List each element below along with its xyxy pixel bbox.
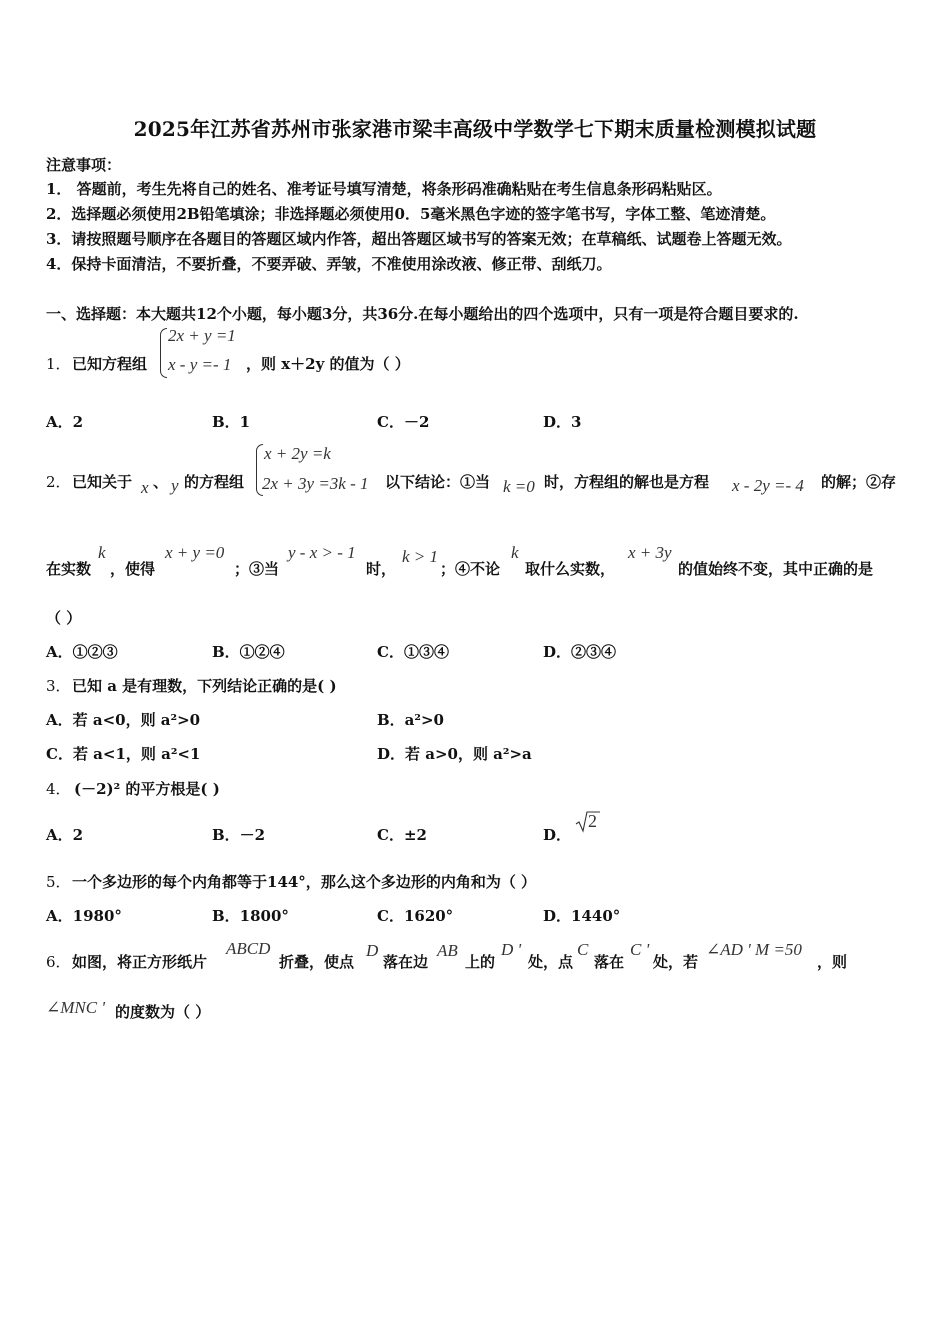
option-d[interactable]: D．1440°	[543, 907, 621, 925]
option-c[interactable]: C．若 a<1，则 a²<1	[46, 745, 201, 763]
math-var: D	[366, 941, 379, 960]
question-number: 3．	[46, 677, 71, 695]
math-expr: y - x > - 1	[288, 543, 356, 562]
question-text: 折叠，使点	[279, 953, 355, 971]
question-text: 已知 a 是有理数，下列结论正确的是( )	[72, 677, 337, 695]
math-expr: ∠AD ' M =50	[706, 940, 802, 959]
math-expr: x - 2y =- 4	[732, 476, 804, 495]
question-text: 处，若	[653, 953, 699, 971]
question-text: 如图，将正方形纸片	[72, 953, 208, 971]
math-expr: ∠MNC '	[46, 998, 105, 1017]
math-expr: ABCD	[226, 939, 271, 958]
option-c[interactable]: C．－2	[377, 413, 430, 431]
question-number: 6．	[46, 953, 71, 971]
equation: x - y =- 1	[168, 355, 232, 374]
question-text: 一个多边形的每个内角都等于144°，那么这个多边形的内角和为（ ）	[72, 873, 537, 891]
question-text: 、	[153, 473, 169, 491]
question-text: 以下结论：①当	[385, 473, 491, 491]
section-heading: 一、选择题：本大题共12个小题，每小题3分，共36分.在每小题给出的四个选项中，只有一项是符合题目要求的.	[46, 305, 799, 323]
question-text: 在实数	[46, 560, 92, 578]
question-text: ；③当	[234, 560, 280, 578]
option-b[interactable]: B．1	[212, 413, 251, 431]
math-expr: x + y =0	[165, 543, 225, 562]
question-text: 的解；②存	[821, 473, 897, 491]
question-text: 取什么实数，	[525, 560, 616, 578]
question-text: (－2)² 的平方根是( )	[74, 780, 220, 798]
question-number: 1．	[46, 355, 71, 373]
math-expr: k > 1	[402, 547, 439, 566]
question-text: 时，	[366, 560, 397, 578]
notice-item: 1． 答题前，考生先将自己的姓名、准考证号填写清楚，将条形码准确粘贴在考生信息条形码粘贴区。	[46, 180, 722, 198]
option-a[interactable]: A．2	[46, 826, 84, 844]
question-text: 上的	[465, 953, 496, 971]
equation: 2x + y =1	[168, 326, 236, 345]
option-d[interactable]: D．	[543, 826, 572, 844]
question-number: 2．	[46, 473, 71, 491]
question-text: 的值始终不变，其中正确的是	[678, 560, 874, 578]
question-text: 的方程组	[184, 473, 245, 491]
option-b[interactable]: B．1800°	[212, 907, 289, 925]
option-c[interactable]: C．±2	[377, 826, 427, 844]
math-expr: k =0	[503, 477, 535, 496]
math-var: y	[171, 476, 179, 495]
option-a[interactable]: A．①②③	[46, 643, 118, 661]
question-text: 时，方程组的解也是方程	[544, 473, 710, 491]
equation: x + 2y =k	[264, 444, 331, 463]
notice-item: 2．选择题必须使用2B铅笔填涂；非选择题必须使用0．5毫米黑色字迹的签字笔书写，字体工整、笔迹清楚。	[46, 205, 776, 223]
option-c[interactable]: C．①③④	[377, 643, 449, 661]
question-number: 5．	[46, 873, 71, 891]
option-d[interactable]: D．若 a>0，则 a²>a	[377, 745, 532, 763]
question-text: 落在	[594, 953, 625, 971]
page-title: 2025年江苏省苏州市张家港市梁丰高级中学数学七下期末质量检测模拟试题	[133, 117, 817, 141]
math-var: k	[511, 543, 519, 562]
option-a[interactable]: A．若 a<0，则 a²>0	[46, 711, 201, 729]
question-text: ，则 x＋2y 的值为（ ）	[246, 355, 410, 373]
question-text: 的度数为（ ）	[115, 1003, 211, 1021]
math-expr: AB	[437, 941, 458, 960]
option-a[interactable]: A．2	[46, 413, 84, 431]
option-b[interactable]: B．－2	[212, 826, 266, 844]
answer-paren: （ ）	[46, 609, 82, 627]
option-b[interactable]: B．①②④	[212, 643, 285, 661]
question-text: ，则	[817, 953, 848, 971]
question-text: 落在边	[383, 953, 429, 971]
math-expr: D '	[501, 940, 522, 959]
notice-heading: 注意事项：	[46, 156, 122, 174]
equation: 2x + 3y =3k - 1	[262, 474, 369, 493]
math-var: C	[577, 940, 589, 959]
math-expr: C '	[630, 940, 650, 959]
notice-item: 4．保持卡面清洁，不要折叠，不要弄破、弄皱，不准使用涂改液、修正带、刮纸刀。	[46, 255, 612, 273]
option-d[interactable]: D．②③④	[543, 643, 617, 661]
system-brace	[160, 328, 167, 378]
option-a[interactable]: A．1980°	[46, 907, 122, 925]
math-expr: x + 3y	[628, 543, 672, 562]
math-var: x	[141, 478, 149, 497]
math-var: k	[98, 543, 106, 562]
question-text: 已知关于	[72, 473, 133, 491]
option-d[interactable]: D．3	[543, 413, 582, 431]
option-c[interactable]: C．1620°	[377, 907, 454, 925]
question-text: ，使得	[110, 560, 156, 578]
question-number: 4．	[46, 780, 71, 798]
question-text: 已知方程组	[72, 355, 148, 373]
question-text: ；④不论	[440, 560, 501, 578]
sqrt-argument: 2	[588, 811, 597, 831]
notice-item: 3．请按照题号顺序在各题目的答题区域内作答，超出答题区域书写的答案无效；在草稿纸、试题卷上答题无效。	[46, 230, 792, 248]
question-text: 处，点	[528, 953, 574, 971]
option-b[interactable]: B．a²>0	[377, 711, 444, 729]
